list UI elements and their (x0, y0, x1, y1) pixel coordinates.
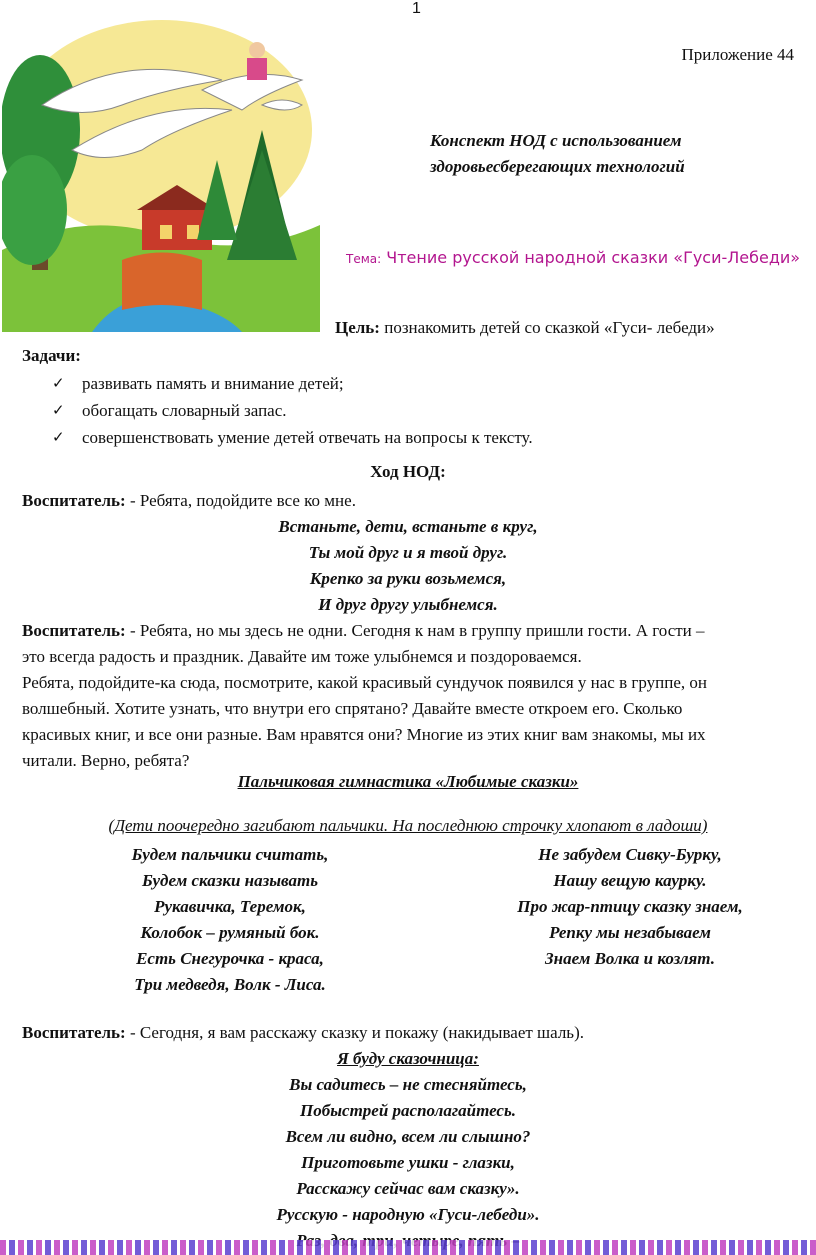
poem-line: Будем пальчики считать, (131, 845, 329, 864)
poem-line: Знаем Волка и козлят. (544, 949, 715, 968)
goal-label: Цель: (335, 318, 380, 337)
topic-label: Тема: (346, 252, 382, 266)
task-item: ✓ совершенствовать умение детей отвечать на вопросы к тексту. (52, 424, 533, 451)
poem-line: Репку мы незабываем (549, 923, 711, 942)
poem-greeting (0, 514, 816, 618)
teacher-label: Воспитатель: (22, 491, 126, 510)
poem-line: Ты мой друг и я твой друг. (308, 543, 508, 562)
konspekt-line: Конспект НОД с использованием (430, 131, 682, 150)
poem-line: Не забудем Сивку-Бурку, (538, 845, 722, 864)
konspekt-line: здоровьесберегающих технологий (430, 157, 685, 176)
tasks-list (52, 370, 533, 451)
poem-line: Нашу вещую каурку. (553, 871, 707, 890)
teacher-line-1: Воспитатель: - Ребята, подойдите все ко мне. (22, 491, 356, 510)
poem-line: Побыстрей располагайтесь. (300, 1101, 516, 1120)
goal (335, 318, 715, 338)
poem-line: Всем ли видно, всем ли слышно? (285, 1127, 531, 1146)
goal-text: познакомить детей со сказкой «Гуси- лебеди» (379, 318, 715, 337)
check-icon: ✓ (52, 374, 65, 392)
gymnastics-left-column (60, 842, 400, 998)
check-icon: ✓ (52, 428, 65, 446)
teacher-paragraph-2: Воспитатель: - Ребята, но мы здесь не одни. Сегодня к нам в группу пришли гости. А гости – это всегда радость и праздник. Давайте им тоже улыбнемся и поздороваемся. Ребята, подойдите-ка сюда, посмотрите, какой красивый сундучок появился у нас в группе, он волшебный. Хотите узнать, что внутри его спрятано? Давайте вместе откроем его. Сколько красивых книг, и все они разные. Вам нравятся они? Многие из этих книг вам знакомы, мы их читали. Верно, ребята? (22, 621, 707, 770)
poem-line: Три медведя, Волк - Лиса. (134, 975, 326, 994)
teacher-label: Воспитатель: (22, 1023, 126, 1042)
poem-line: Колобок – румяный бок. (140, 923, 320, 942)
poem-line: И друг другу улыбнемся. (318, 595, 498, 614)
poem-line: Приготовьте ушки - глазки, (301, 1153, 515, 1172)
task-item: ✓ обогащать словарный запас. (52, 397, 533, 424)
storyteller-poem (0, 1046, 816, 1254)
topic-text: Чтение русской народной сказки «Гуси-Лебеди» (386, 248, 801, 267)
page-number: 1 (412, 0, 421, 17)
gymnastics-right-column (460, 842, 800, 972)
task-item: ✓ развивать память и внимание детей; (52, 370, 533, 397)
appendix-label: Приложение 44 (681, 45, 794, 64)
decorative-border (0, 1240, 816, 1255)
poem-line: Рукавичка, Теремок, (154, 897, 306, 916)
poem-line: Есть Снегурочка - краса, (136, 949, 324, 968)
hod-heading: Ход НОД: (370, 462, 446, 481)
poem-line: Будем сказки называть (141, 871, 319, 890)
poem-line: Крепко за руки возьмемся, (309, 569, 507, 588)
poem-line: Встаньте, дети, встаньте в круг, (278, 517, 538, 536)
poem-title: Я буду сказочница: (337, 1049, 479, 1068)
konspekt-title (430, 128, 685, 180)
gymnastics-note: (Дети поочередно загибают пальчики. На последнюю строчку хлопают в ладоши) (108, 816, 708, 835)
poem-line: Расскажу сейчас вам сказку». (296, 1179, 520, 1198)
poem-line: Про жар-птицу сказку знаем, (517, 897, 743, 916)
poem-line: Вы садитесь – не стесняйтесь, (289, 1075, 527, 1094)
gymnastics-title: Пальчиковая гимнастика «Любимые сказки» (237, 772, 579, 791)
poem-line: Русскую - народную «Гуси-лебеди». (276, 1205, 540, 1224)
topic (346, 248, 800, 267)
tasks-heading: Задачи: (22, 346, 81, 365)
check-icon: ✓ (52, 401, 65, 419)
fairy-tale-illustration (2, 10, 320, 332)
teacher-label: Воспитатель: (22, 621, 126, 640)
teacher-line-3: Воспитатель: - Сегодня, я вам расскажу сказку и покажу (накидывает шаль). (22, 1023, 584, 1042)
